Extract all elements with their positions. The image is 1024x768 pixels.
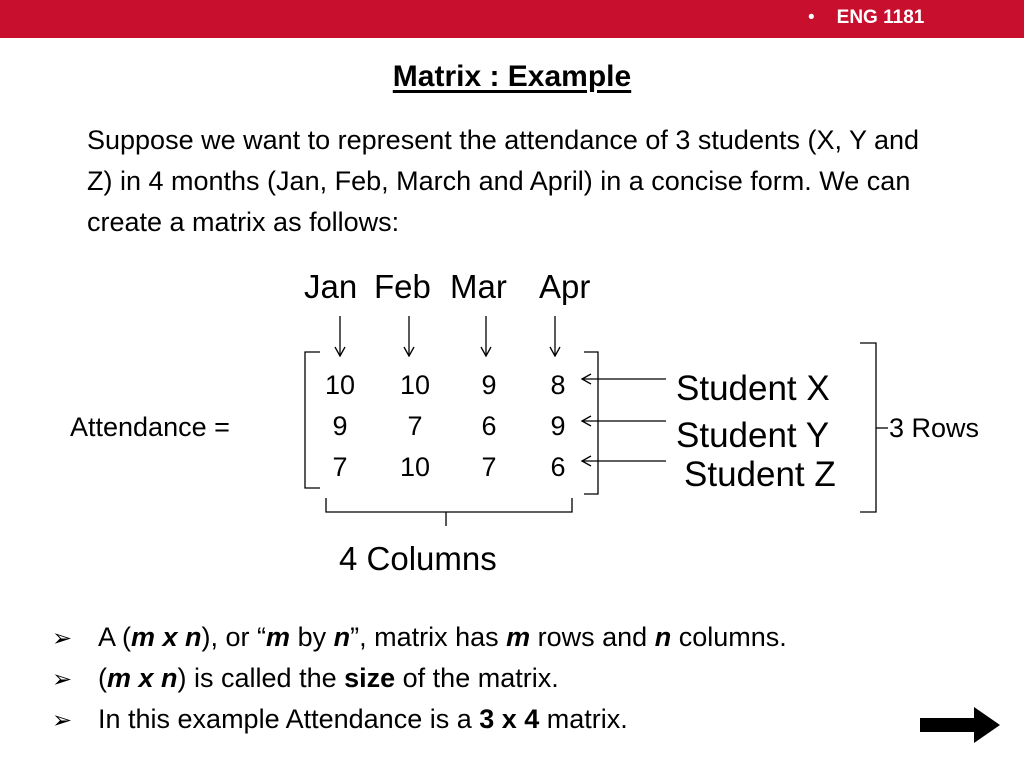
bullet-item	[52, 617, 787, 658]
left-bracket	[305, 352, 320, 488]
matrix-label: Attendance =	[70, 412, 230, 442]
course-code: ENG 1181	[836, 7, 925, 28]
bullet-text: matrix.	[539, 704, 628, 734]
bullet-text: m	[506, 622, 531, 652]
row-label-student-z: Student Z	[684, 455, 836, 494]
rows-brace	[860, 343, 876, 512]
bullet-text: (	[98, 663, 107, 693]
bullet-text: ) is called the	[177, 663, 345, 693]
bullet-text: A (	[98, 622, 132, 652]
bullet-text: rows and	[530, 622, 655, 652]
bullet-text: of the matrix.	[395, 663, 559, 693]
arrow-bullet-icon: ➢	[52, 625, 73, 652]
bullet-text: size	[344, 663, 396, 693]
column-header-jan: Jan	[304, 268, 358, 305]
matrix-cell: 10	[324, 370, 356, 400]
columns-brace	[326, 498, 572, 512]
bullet-text: m x n	[107, 663, 178, 693]
matrix-cell: 10	[399, 370, 431, 400]
matrix-cell: 7	[332, 452, 348, 482]
bullet-item	[52, 658, 787, 699]
column-header-feb: Feb	[374, 268, 431, 305]
column-header-apr: Apr	[539, 268, 591, 305]
matrix-cell: 9	[332, 411, 348, 441]
bullet-text: m x n	[131, 622, 202, 652]
bullet-text: n	[333, 622, 351, 652]
row-label-student-y: Student Y	[676, 416, 830, 455]
bullet-text: In this example Attendance is a	[98, 704, 480, 734]
matrix-cell: 6	[481, 411, 497, 441]
arrow-bullet-icon: ➢	[52, 666, 73, 693]
right-arrow-icon[interactable]	[918, 704, 1002, 746]
matrix-cell: 9	[481, 370, 497, 400]
bullet-text: ), or “	[201, 622, 267, 652]
matrix-cell: 10	[399, 452, 431, 482]
slide-title: Matrix : Example	[392, 60, 632, 93]
columns-caption: 4 Columns	[339, 540, 497, 577]
matrix-cell: 9	[550, 411, 566, 441]
row-label-student-x: Student X	[676, 369, 830, 408]
bullet-text: columns.	[671, 622, 787, 652]
matrix-cell: 7	[407, 411, 423, 441]
matrix-cell: 8	[550, 370, 566, 400]
column-header-mar: Mar	[450, 268, 507, 305]
matrix-cell: 6	[550, 452, 566, 482]
bullet-text: by	[290, 622, 334, 652]
matrix-cell: 7	[481, 452, 497, 482]
bullet-text: n	[654, 622, 672, 652]
bullet-item	[52, 699, 787, 740]
intro-paragraph: Suppose we want to represent the attendance of 3 students (X, Y and Z) in 4 months (Jan, Feb, March and April) in a concise form. We can create a matrix as follows:	[87, 125, 920, 237]
bullet-text: ”, matrix has	[350, 622, 507, 652]
rows-caption: 3 Rows	[889, 413, 980, 443]
right-bracket	[584, 352, 598, 494]
bullet-text: 3 x 4	[479, 704, 540, 734]
bullet-text: m	[266, 622, 291, 652]
arrow-bullet-icon: ➢	[52, 707, 73, 734]
bullet-list	[52, 617, 787, 740]
header-bullet: •	[808, 7, 815, 28]
